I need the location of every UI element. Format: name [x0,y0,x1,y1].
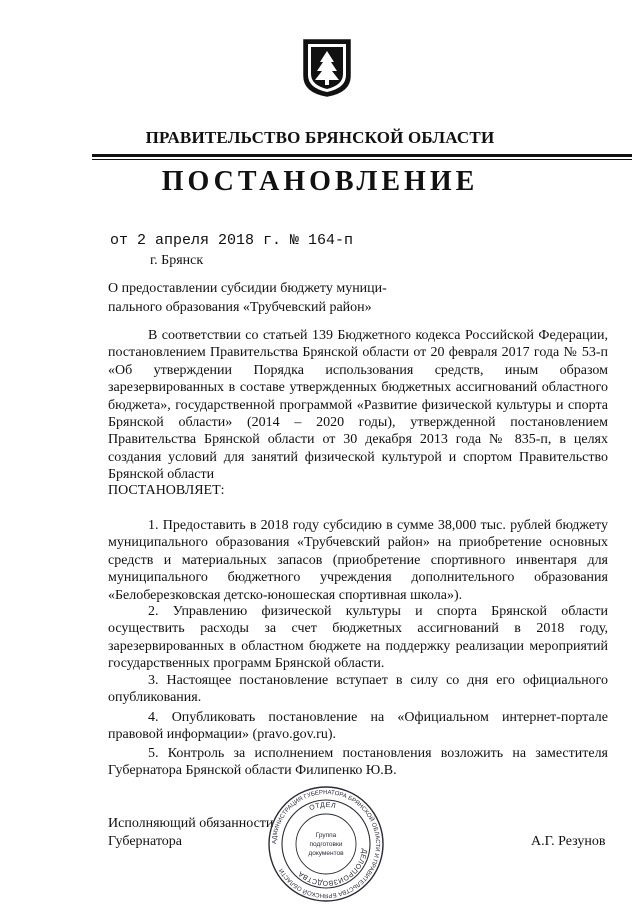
date-and-number: от 2 апреля 2018 г. № 164-п [110,232,354,249]
organization-title: ПРАВИТЕЛЬСТВО БРЯНСКОЙ ОБЛАСТИ [145,128,495,147]
header-rule-thin [92,159,632,160]
resolution-item: 3. Настоящее постановление вступает в силу со дня его официального опубликования. [108,673,608,706]
signatory-title: Исполняющий обязанности [108,816,274,831]
stamp-dept-title: ОТДЕЛ [308,801,337,813]
header-rule-thick [92,154,632,157]
resolution-item: 5. Контроль за исполнением постановления возложить на заместителя Губернатора Брянской области Филипенко Ю.В. [108,746,608,779]
city: г. Брянск [150,253,204,268]
stamp-inner-line: Группа [315,832,337,839]
bryansk-coat-of-arms-icon [302,38,352,98]
resolves-heading: ПОСТАНОВЛЯЕТ: [108,483,225,498]
resolution-item: 1. Предоставить в 2018 году субсидию в сумме 38,000 тыс. рублей бюджету муниципального образования «Трубчевский район» на приобретение основных средств и материальных запасов (приобретение спортивного инвентаря для муниципального бюджетного учреждения дополнительного образования «Белоберезковская детско-юношеская спортивная школа»). [108,518,608,603]
resolution-item: 2. Управлению физической культуры и спорта Брянской области осуществить расходы за счет бюджетных ассигнований в 2018 году, зарезервированных в областном бюджете на поддержку реализации мероприятий государственных программ Брянской области. [108,604,608,672]
stamp-dept-subtitle: ДЕЛОПРОИЗВОДСТВА [297,848,368,887]
stamp-ring-text: АДМИНИСТРАЦИЯ ГУБЕРНАТОРА БРЯНСКОЙ ОБЛАСТИ И ПРАВИТЕЛЬСТВА БРЯНСКОЙ ОБЛАСТИ [271,789,381,899]
office-stamp [266,784,386,904]
preamble-paragraph: В соответствии со статьей 139 Бюджетного кодекса Российской Федерации, постановлением Правительства Брянской области от 20 февраля 2017 года № 53-п «Об утверждении Порядка использования средств, иным образом зарезервированных в составе утвержденных бюджетных ассигнований областного бюджета», государственной программой «Развитие физической культуры и спорта Брянской области» (2014 – 2020 годы), утвержденной постановлением Правительства Брянской области от 30 декабря 2013 года № 835-п, в целях создания условий для занятий физической культурой и спортом Правительство Брянской области [108,328,608,483]
stamp-inner-line: подготовки [309,841,343,848]
signatory-title: Губернатора [108,834,183,849]
signatory-name: А.Г. Резунов [531,834,606,849]
stamp-inner-line: документов [308,850,344,857]
document-type-title: ПОСТАНОВЛЕНИЕ [161,166,479,197]
subject-line: О предоставлении субсидии бюджету муници- [108,281,387,296]
document-subject [108,279,387,317]
resolution-item: 4. Опубликовать постановление на «Официальном интернет-портале правовой информации» (pravo.gov.ru). [108,710,608,743]
subject-line: пального образования «Трубчевский район» [108,300,372,315]
svg-text:ОТДЕЛ [308,802,336,812]
